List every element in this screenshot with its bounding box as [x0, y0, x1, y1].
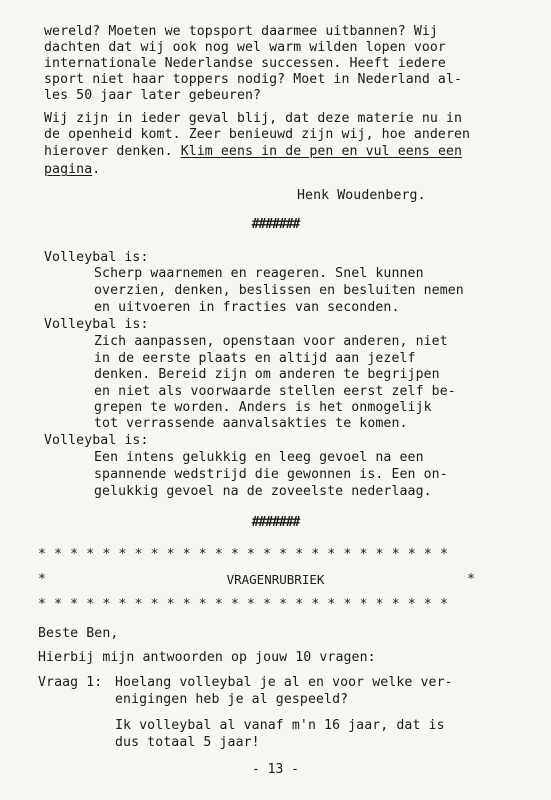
question-line: enigingen heb je al gespeeld? [115, 692, 349, 707]
star-border-bottom: * * * * * * * * * * * * * * * * * * * * * * * * * * [38, 597, 449, 612]
call-to-action-underlined: Klim eens in de pen en vul eens een [180, 144, 463, 159]
intro-line: dachten dat wij ook nog wel warm wilden lopen voor [44, 40, 446, 55]
volleybal-body-line: spannende wedstrijd die gewonnen is. Een on- [94, 467, 448, 482]
volleybal-body-line: gelukkig gevoel na de zoveelste nederlaag. [94, 484, 432, 499]
volleybal-heading: Volleybal is: [44, 250, 149, 265]
volleybal-body-line: Scherp waarnemen en reageren. Snel kunnen [94, 266, 424, 281]
volleybal-body-line: Zich aanpassen, openstaan voor anderen, niet [94, 334, 448, 349]
volleybal-body-line: tot verrassende aanvalsakties te komen. [94, 416, 408, 431]
separator-hashes: ####### [251, 515, 300, 530]
volleybal-body-line: overzien, denken, beslissen en besluiten nemen [94, 283, 464, 298]
intro-line: les 50 jaar later gebeuren? [44, 88, 262, 103]
star-border-left: * [38, 572, 47, 587]
intro-period: . [92, 162, 101, 177]
volleybal-body-line: en uitvoeren in fracties van seconden. [94, 300, 400, 315]
signature: Henk Woudenberg. [297, 188, 426, 203]
answer-line: Ik volleybal al vanaf m'n 16 jaar, dat is [115, 718, 445, 733]
volleybal-heading: Volleybal is: [44, 317, 149, 332]
letter-intro: Hierbij mijn antwoorden op jouw 10 vragen: [38, 650, 376, 665]
question-line: Hoelang volleybal je al en voor welke ver- [115, 675, 453, 690]
intro-line-last [44, 144, 462, 160]
volleybal-body-line: grepen te worden. Anders is het onmogelijk [94, 400, 432, 415]
volleybal-body-line: en niet als voorwaarde stellen eerst zelf be- [94, 384, 456, 399]
question-label: Vraag 1: [38, 675, 103, 690]
intro-line-text: hierover denken. [44, 144, 181, 159]
volleybal-body-line: denken. Bereid zijn om anderen te begrijpen [94, 367, 440, 382]
intro-line: wereld? Moeten we topsport daarmee uitbannen? Wij [44, 24, 438, 39]
intro-line: Wij zijn in ieder geval blij, dat deze materie nu in [44, 111, 463, 126]
intro-line: internationale Nederlandse successen. Heeft iedere [44, 56, 446, 71]
volleybal-body-line: in de eerste plaats en altijd aan jezelf [94, 351, 416, 366]
intro-line: sport niet haar toppers nodig? Moet in Nederland al- [44, 72, 463, 87]
volleybal-body-line: Een intens gelukkig en leeg gevoel na een [94, 450, 424, 465]
letter-greeting: Beste Ben, [38, 626, 119, 641]
star-border-right: * [467, 572, 476, 587]
section-title: VRAGENRUBRIEK [226, 572, 325, 587]
separator-hashes: ####### [251, 217, 300, 232]
intro-line: de openheid komt. Zeer benieuwd zijn wij, hoe anderen [44, 127, 471, 142]
call-to-action-underlined-end: pagina [44, 162, 93, 177]
intro-line-final [44, 162, 100, 178]
page-number: - 13 - [252, 762, 299, 777]
volleybal-heading: Volleybal is: [44, 433, 149, 448]
star-border-top: * * * * * * * * * * * * * * * * * * * * * * * * * * [38, 547, 449, 562]
answer-line: dus totaal 5 jaar! [115, 735, 260, 750]
